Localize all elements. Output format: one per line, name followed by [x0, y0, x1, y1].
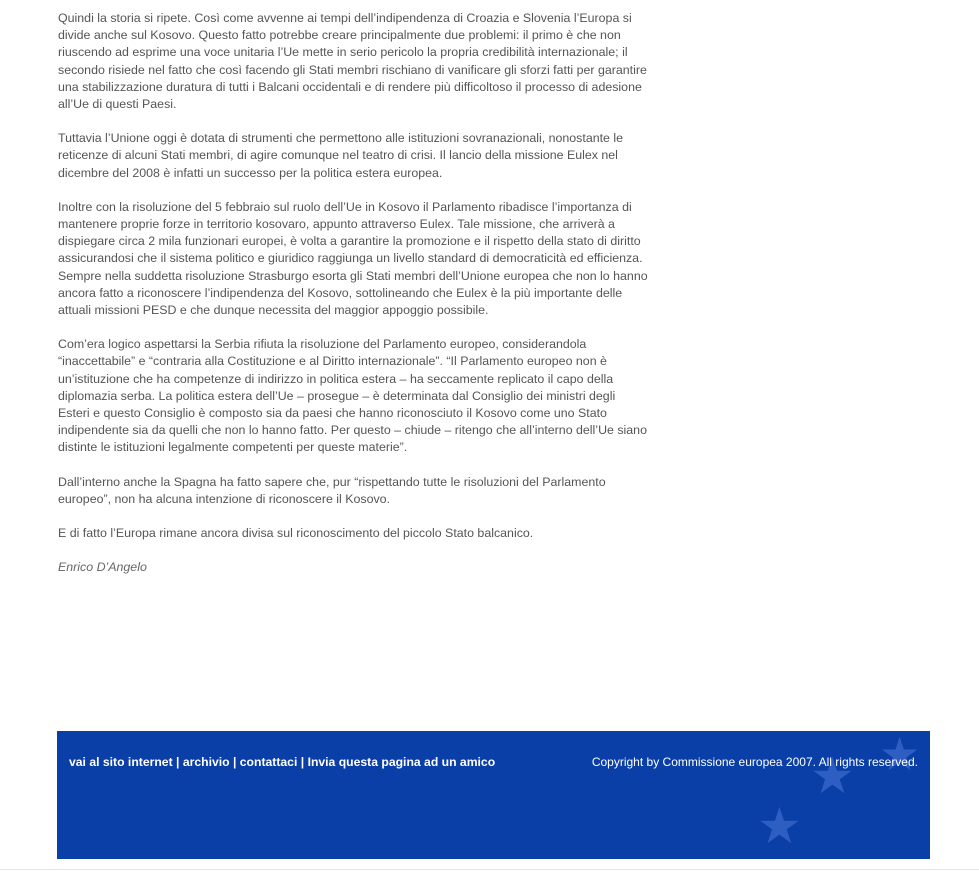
footer-separator: |	[232, 755, 237, 769]
article-paragraph-5: Dall’interno anche la Spagna ha fatto sapere che, pur “rispettando tutte le risoluzioni del Parlamento europeo”, non ha alcuna intenzione di riconoscere il Kosovo.	[58, 474, 606, 506]
footer-link-archive[interactable]: archivio	[182, 755, 230, 769]
footer-link-contact[interactable]: contattaci	[239, 755, 298, 769]
copyright-notice: Copyright by Commissione europea 2007. All rights reserved.	[591, 755, 918, 769]
page-footer	[57, 731, 930, 859]
eu-star-icon: ★	[757, 798, 802, 854]
footer-nav	[69, 755, 495, 769]
eu-star-icon: ★	[879, 731, 921, 780]
eu-star-icon: ★	[810, 748, 855, 804]
article-paragraph-4: Com’era logico aspettarsi la Serbia rifiuta la risoluzione del Parlamento europeo, considerandola “inaccettabile” e “contraria alla Costituzione e al Diritto internazionale”. “Il Parlamento europeo non è un’istituzione che ha competenze di indirizzo in politica estera – ha seccamente replicato il capo della diplomazia serba. La politica estera dell’Ue – prosegue – è determinata dal Consiglio dei ministri degli Esteri e questo Consiglio è composto sia da paesi che hanno riconosciuto il Kosovo come uno Stato indipendente sia da quelli che non lo hanno fatto. Per questo – chiude – ritengo che all’interno dell’Ue siano distinte le istituzioni legalmente competenti per queste materie”.	[58, 337, 647, 455]
bottom-divider	[0, 869, 979, 870]
footer-link-website[interactable]: vai al sito internet	[69, 755, 173, 769]
article-body	[58, 10, 648, 593]
article-paragraph-1: Quindi la storia si ripete. Così come avvenne ai tempi dell’indipendenza di Croazia e Slovenia l’Europa si divide anche sul Kosovo. Questo fatto potrebbe creare principalmente due problemi: il primo è che non riuscendo ad esprime una voce unitaria l’Ue mette in serio pericolo la propria credibilità internazionale; il secondo risiede nel fatto che così facendo gli Stati membri rischiano di vanificare gli sforzi fatti per garantire una stabilizzazione duratura di tutti i Balcani occidentali e di rendere più difficoltoso il processo di adesione all’Ue di questi Paesi.	[58, 11, 647, 112]
footer-link-send-to-friend[interactable]: Invia questa pagina ad un amico	[307, 755, 496, 769]
article-author: Enrico D’Angelo	[58, 560, 147, 575]
article-paragraph-6: E di fatto l’Europa rimane ancora divisa sul riconoscimento del piccolo Stato balcanico.	[58, 526, 534, 541]
footer-separator: |	[176, 755, 180, 769]
article-paragraph-3: Inoltre con la risoluzione del 5 febbraio sul ruolo dell’Ue in Kosovo il Parlamento ribadisce l’importanza di mantenere proprie forze in territorio kosovaro, appunto attraverso Eulex. Tale missione, che arriverà a dispiegare circa 2 mila funzionari europei, è volta a garantire la promozione e il rispetto della stato di diritto assicurandosi che il sistema politico e giuridico raggiunga un livello standard di democraticità ed efficienza. Sempre nella suddetta risoluzione Strasburgo esorta gli Stati membri dell’Unione europea che non lo hanno ancora fatto a riconoscere l’indipendenza del Kosovo, sottolineando che Eulex è la più importante delle attuali missioni PESD e che dunque necessita del maggior appoggio possibile.	[58, 199, 648, 318]
footer-separator: |	[300, 755, 305, 769]
article-paragraph-2: Tuttavia l’Unione oggi è dotata di strumenti che permettono alle istituzioni sovranazionali, nonostante le reticenze di alcuni Stati membri, di agire comunque nel teatro di crisi. Il lancio della missione Eulex nel dicembre del 2008 è infatti un successo per la politica estera europea.	[58, 131, 624, 180]
